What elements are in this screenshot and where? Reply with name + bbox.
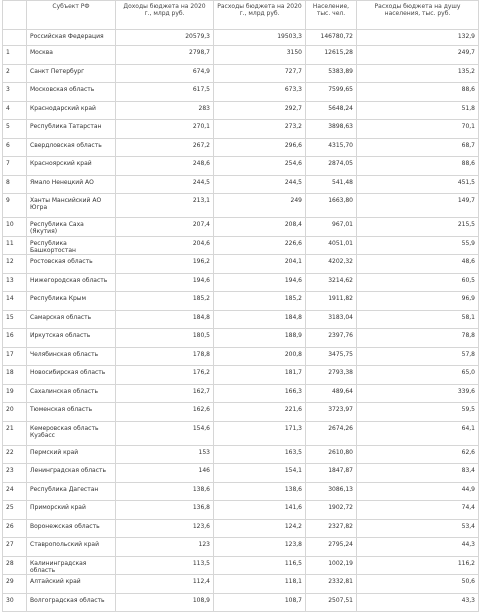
row-subject: Республика Татарстан [27,120,116,139]
row-index: 17 [3,347,27,366]
header-per-capita: Расходы бюджета на душу населения, тыс. руб. [357,1,479,30]
row-population: 4202,32 [306,255,357,274]
row-revenue: 112,4 [116,575,214,594]
row-per-capita: 50,6 [357,575,479,594]
row-subject: Воронежская область [27,519,116,538]
row-per-capita: 60,5 [357,273,479,292]
row-index: 5 [3,120,27,139]
row-subject: Ставропольский край [27,538,116,557]
row-per-capita: 59,5 [357,403,479,422]
row-index: 11 [3,236,27,255]
row-revenue: 248,6 [116,157,214,176]
row-expenses: 194,6 [214,273,306,292]
header-row [3,1,479,30]
row-per-capita: 48,6 [357,255,479,274]
row-population: 1902,72 [306,501,357,520]
row-subject: Волгоградская область [27,593,116,612]
row-subject: Калининградская область [27,556,116,575]
row-index: 22 [3,445,27,464]
row-index: 4 [3,101,27,120]
row-per-capita: 55,9 [357,236,479,255]
row-population: 2332,81 [306,575,357,594]
table-row [3,501,479,520]
row-expenses: 727,7 [214,64,306,83]
table-row [3,255,479,274]
table-row [3,46,479,65]
row-expenses: 208,4 [214,218,306,237]
row-index: 18 [3,366,27,385]
row-subject: Алтайский край [27,575,116,594]
row-population: 541,48 [306,175,357,194]
row-index: 12 [3,255,27,274]
row-population: 3214,62 [306,273,357,292]
row-subject: Сахалинская область [27,384,116,403]
row-subject: Ленинградская область [27,464,116,483]
row-population: 489,64 [306,384,357,403]
row-population: 5648,24 [306,101,357,120]
row-per-capita: 135,2 [357,64,479,83]
row-population: 3723,97 [306,403,357,422]
row-revenue: 123 [116,538,214,557]
row-expenses: 118,1 [214,575,306,594]
row-index: 8 [3,175,27,194]
row-revenue: 283 [116,101,214,120]
row-per-capita: 57,8 [357,347,479,366]
row-expenses: 154,1 [214,464,306,483]
row-population: 3086,13 [306,482,357,501]
header-index [3,1,27,30]
table-row [3,101,479,120]
row-revenue: 113,5 [116,556,214,575]
row-expenses: 163,5 [214,445,306,464]
row-per-capita: 64,1 [357,421,479,445]
row-per-capita: 215,5 [357,218,479,237]
row-revenue: 204,6 [116,236,214,255]
row-expenses: 3150 [214,46,306,65]
header-revenue: Доходы бюджета на 2020 г., млрд руб. [116,1,214,30]
row-per-capita: 249,7 [357,46,479,65]
table-row [3,464,479,483]
row-expenses: 138,6 [214,482,306,501]
row-revenue: 162,6 [116,403,214,422]
row-per-capita: 149,7 [357,194,479,218]
row-index: 23 [3,464,27,483]
row-index: 6 [3,138,27,157]
row-population: 2610,80 [306,445,357,464]
table-row [3,421,479,445]
row-revenue: 2798,7 [116,46,214,65]
row-per-capita: 43,3 [357,593,479,612]
row-per-capita: 132,9 [357,30,479,46]
row-per-capita: 339,6 [357,384,479,403]
row-index: 16 [3,329,27,348]
table-row [3,538,479,557]
row-expenses: 673,3 [214,83,306,102]
table-row [3,175,479,194]
row-expenses: 184,8 [214,310,306,329]
row-index: 24 [3,482,27,501]
row-index: 13 [3,273,27,292]
row-subject: Ямало Ненецкий АО [27,175,116,194]
row-per-capita: 68,7 [357,138,479,157]
table-row [3,236,479,255]
row-subject: Республика Саха (Якутия) [27,218,116,237]
row-population: 4315,70 [306,138,357,157]
row-expenses: 244,5 [214,175,306,194]
row-revenue: 270,1 [116,120,214,139]
row-per-capita: 116,2 [357,556,479,575]
row-subject: Самарская область [27,310,116,329]
row-population: 2874,05 [306,157,357,176]
row-expenses: 188,9 [214,329,306,348]
row-per-capita: 88,6 [357,83,479,102]
row-population: 12615,28 [306,46,357,65]
row-subject: Москва [27,46,116,65]
row-expenses: 19503,3 [214,30,306,46]
row-per-capita: 78,8 [357,329,479,348]
row-per-capita: 53,4 [357,519,479,538]
row-subject: Краснодарский край [27,101,116,120]
row-subject: Иркутская область [27,329,116,348]
row-index: 1 [3,46,27,65]
row-subject: Пермский край [27,445,116,464]
row-revenue: 185,2 [116,292,214,311]
row-revenue: 162,7 [116,384,214,403]
row-population: 1911,82 [306,292,357,311]
row-revenue: 178,8 [116,347,214,366]
table-row [3,482,479,501]
row-population: 2795,24 [306,538,357,557]
row-expenses: 200,8 [214,347,306,366]
table-row [3,347,479,366]
row-population: 5383,89 [306,64,357,83]
row-expenses: 296,6 [214,138,306,157]
row-index: 7 [3,157,27,176]
row-per-capita: 74,4 [357,501,479,520]
table-row [3,310,479,329]
row-revenue: 674,9 [116,64,214,83]
row-per-capita: 96,9 [357,292,479,311]
row-population: 2507,51 [306,593,357,612]
table-row [3,445,479,464]
row-subject: Кемеровская область Кузбасс [27,421,116,445]
row-subject: Ханты Мансийский АО Югра [27,194,116,218]
row-revenue: 153 [116,445,214,464]
row-expenses: 166,3 [214,384,306,403]
header-subject: Субъект РФ [27,1,116,30]
row-expenses: 292,7 [214,101,306,120]
row-revenue: 207,4 [116,218,214,237]
table-row [3,593,479,612]
row-population: 2397,76 [306,329,357,348]
table-row [3,30,479,46]
row-index: 2 [3,64,27,83]
row-index: 9 [3,194,27,218]
row-expenses: 141,6 [214,501,306,520]
row-expenses: 171,3 [214,421,306,445]
row-index: 10 [3,218,27,237]
row-population: 2674,26 [306,421,357,445]
row-index: 26 [3,519,27,538]
header-population: Население, тыс. чел. [306,1,357,30]
row-index: 25 [3,501,27,520]
table-row [3,519,479,538]
row-population: 2327,82 [306,519,357,538]
row-subject: Московская область [27,83,116,102]
row-population: 3183,04 [306,310,357,329]
row-expenses: 254,6 [214,157,306,176]
row-revenue: 194,6 [116,273,214,292]
row-revenue: 123,6 [116,519,214,538]
row-index [3,30,27,46]
row-per-capita: 58,1 [357,310,479,329]
row-revenue: 213,1 [116,194,214,218]
row-expenses: 249 [214,194,306,218]
table-row [3,64,479,83]
row-subject: Челябинская область [27,347,116,366]
row-subject: Санкт Петербург [27,64,116,83]
row-per-capita: 44,9 [357,482,479,501]
row-revenue: 154,6 [116,421,214,445]
table-row [3,120,479,139]
row-population: 3898,63 [306,120,357,139]
table-row [3,218,479,237]
row-expenses: 204,1 [214,255,306,274]
row-subject: Новосибирская область [27,366,116,385]
row-subject: Приморский край [27,501,116,520]
table-row [3,329,479,348]
row-revenue: 196,2 [116,255,214,274]
table-row [3,556,479,575]
row-subject: Российская Федерация [27,30,116,46]
row-expenses: 124,2 [214,519,306,538]
row-population: 4051,01 [306,236,357,255]
row-revenue: 267,2 [116,138,214,157]
row-subject: Нижегородская область [27,273,116,292]
row-index: 28 [3,556,27,575]
row-expenses: 226,6 [214,236,306,255]
row-subject: Свердловская область [27,138,116,157]
row-revenue: 136,8 [116,501,214,520]
table-row [3,138,479,157]
table-row [3,157,479,176]
row-index: 19 [3,384,27,403]
row-subject: Ростовская область [27,255,116,274]
row-per-capita: 51,8 [357,101,479,120]
row-population: 1002,19 [306,556,357,575]
row-expenses: 108,7 [214,593,306,612]
header-expenses: Расходы бюджета на 2020 г., млрд руб. [214,1,306,30]
row-population: 1663,80 [306,194,357,218]
row-subject: Красноярский край [27,157,116,176]
row-per-capita: 451,5 [357,175,479,194]
row-expenses: 116,5 [214,556,306,575]
row-revenue: 244,5 [116,175,214,194]
row-population: 2793,38 [306,366,357,385]
row-index: 20 [3,403,27,422]
table-row [3,194,479,218]
row-index: 27 [3,538,27,557]
row-revenue: 184,8 [116,310,214,329]
table-row [3,83,479,102]
row-revenue: 176,2 [116,366,214,385]
row-expenses: 221,6 [214,403,306,422]
table-row [3,273,479,292]
row-revenue: 617,5 [116,83,214,102]
row-subject: Тюменская область [27,403,116,422]
row-per-capita: 83,4 [357,464,479,483]
table-body [3,30,479,612]
table-row [3,403,479,422]
table-row [3,366,479,385]
row-subject: Республика Башкортостан [27,236,116,255]
row-population: 967,01 [306,218,357,237]
table-row [3,575,479,594]
row-per-capita: 44,3 [357,538,479,557]
row-revenue: 108,9 [116,593,214,612]
row-per-capita: 62,6 [357,445,479,464]
table-row [3,292,479,311]
row-index: 3 [3,83,27,102]
row-revenue: 180,5 [116,329,214,348]
row-population: 7599,65 [306,83,357,102]
row-index: 29 [3,575,27,594]
table-row [3,384,479,403]
row-subject: Республика Дагестан [27,482,116,501]
row-per-capita: 88,6 [357,157,479,176]
row-revenue: 146 [116,464,214,483]
budget-table [2,0,479,612]
row-expenses: 181,7 [214,366,306,385]
row-expenses: 273,2 [214,120,306,139]
row-expenses: 123,8 [214,538,306,557]
row-per-capita: 65,0 [357,366,479,385]
table-header [3,1,479,30]
row-revenue: 138,6 [116,482,214,501]
row-expenses: 185,2 [214,292,306,311]
row-population: 146780,72 [306,30,357,46]
row-subject: Республика Крым [27,292,116,311]
row-population: 3475,75 [306,347,357,366]
row-per-capita: 70,1 [357,120,479,139]
row-revenue: 20579,3 [116,30,214,46]
row-index: 21 [3,421,27,445]
row-population: 1847,87 [306,464,357,483]
row-index: 30 [3,593,27,612]
row-index: 15 [3,310,27,329]
row-index: 14 [3,292,27,311]
